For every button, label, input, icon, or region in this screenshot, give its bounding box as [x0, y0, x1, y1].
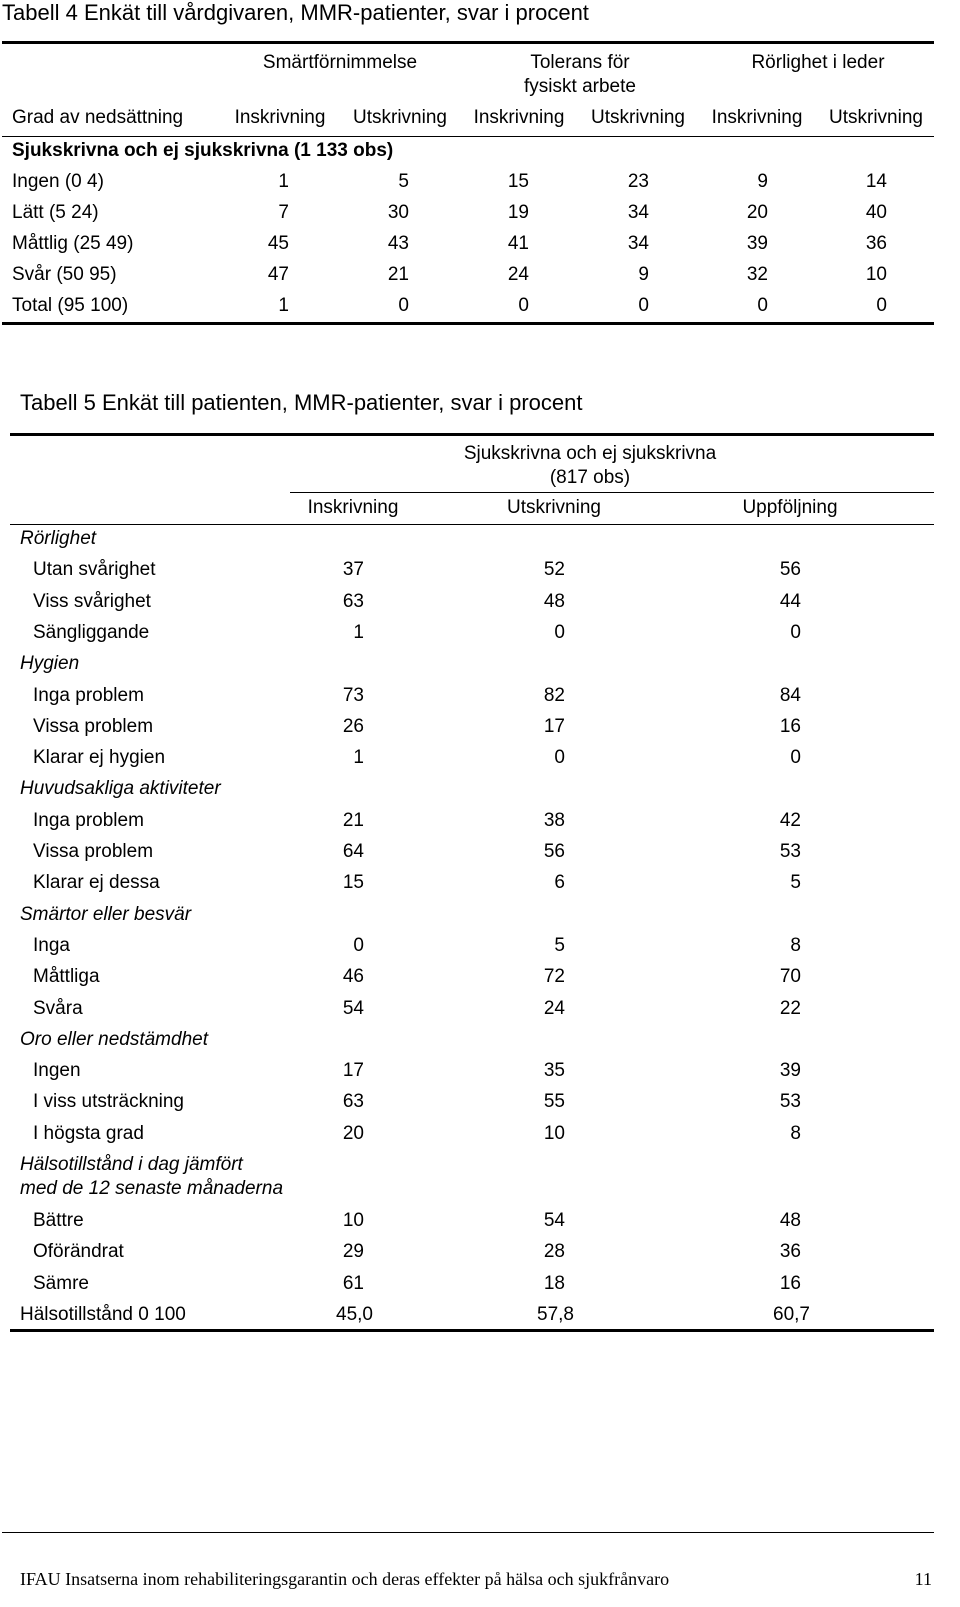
table5-cell: 29 — [342, 1241, 364, 1263]
table5-cell: 38 — [543, 809, 565, 831]
table5-col-header: Inskrivning — [307, 497, 399, 518]
table5-cell: 52 — [543, 559, 565, 581]
table4-cell: 21 — [387, 264, 409, 285]
table4-cell: 1 — [278, 295, 289, 316]
table5-category-label: Oro eller nedstämdhet — [20, 1028, 208, 1050]
table5-cell: 55 — [543, 1091, 565, 1113]
table4-cell: 0 — [757, 295, 768, 316]
table4-cell: 47 — [267, 264, 289, 285]
table5-row-label: Inga — [33, 934, 70, 956]
table5-cell: 0 — [790, 747, 801, 769]
table5-cell: 56 — [779, 559, 801, 581]
table5-cell: 82 — [543, 684, 565, 706]
table4-bottom-rule — [2, 322, 934, 325]
table5-cell: 5 — [554, 934, 565, 956]
table5-row-label: Svåra — [33, 997, 83, 1019]
table5-total-label: Hälsotillstånd 0 100 — [20, 1303, 186, 1325]
table5-cell: 15 — [342, 872, 364, 894]
table4-cell: 5 — [398, 171, 409, 192]
table5-cell: 0 — [554, 747, 565, 769]
group-header-tolerance-line1: Tolerans för — [530, 52, 630, 73]
table4-row-label: Lätt (5 24) — [12, 202, 99, 223]
table5-total-cell: 45,0 — [336, 1303, 373, 1325]
table4-col-header: Utskrivning — [829, 107, 923, 128]
table5-cell: 0 — [554, 621, 565, 643]
table5-bottom-rule — [10, 1329, 934, 1332]
table5-category-label-line2: med de 12 senaste månaderna — [20, 1178, 284, 1199]
table4-cell: 32 — [746, 264, 768, 285]
table5-row-label: Viss svårighet — [33, 590, 151, 612]
table4-cell: 39 — [746, 233, 768, 254]
table5-cell: 48 — [543, 590, 565, 612]
table5-col-header: Utskrivning — [507, 497, 601, 518]
table5-category-label: Rörlighet — [20, 528, 97, 549]
table5-cell: 20 — [342, 1122, 364, 1144]
table5-cell: 54 — [543, 1210, 565, 1231]
table5-cell: 24 — [543, 997, 565, 1019]
table5-cell: 35 — [543, 1060, 565, 1082]
table5-cell: 0 — [353, 934, 364, 956]
table5-row-label: I högsta grad — [33, 1122, 144, 1144]
table5-cell: 10 — [342, 1210, 364, 1231]
table5-cell: 44 — [779, 590, 801, 612]
table4-cell: 19 — [507, 202, 529, 223]
table5-cell: 0 — [790, 621, 801, 643]
table5-row-label: Inga problem — [33, 809, 144, 831]
table5-top-rule — [10, 433, 934, 436]
table5-cell: 8 — [790, 934, 801, 956]
table5-cell: 6 — [554, 872, 565, 894]
table5-cell: 22 — [779, 997, 801, 1019]
table5-row-label: Måttliga — [33, 966, 100, 988]
table4-cell: 7 — [278, 202, 289, 223]
table4-cell: 14 — [865, 171, 887, 192]
table5-cell: 36 — [779, 1241, 801, 1263]
table4-col-header: Utskrivning — [591, 107, 685, 128]
group-header-pain: Smärtförnimmelse — [262, 52, 418, 73]
table4-cell: 30 — [387, 202, 409, 223]
table4-cell: 43 — [387, 233, 409, 254]
table5-cell: 63 — [342, 1091, 364, 1113]
table5-row-label: Inga problem — [33, 684, 144, 706]
table5-row-label: Klarar ej hygien — [33, 747, 166, 769]
table5-cell: 17 — [543, 715, 565, 737]
table5-cell: 21 — [342, 809, 364, 831]
table5-row-label: I viss utsträckning — [33, 1091, 184, 1113]
table5-row-label: Bättre — [33, 1210, 84, 1231]
table4-cell: 40 — [865, 202, 887, 223]
table4-cell: 9 — [638, 264, 649, 285]
table5-cell: 28 — [543, 1241, 565, 1263]
table5-category-label: Hälsotillstånd i dag jämfört — [20, 1154, 243, 1175]
group-header-tolerance-line2: fysiskt arbete — [524, 76, 636, 97]
table4-col-header: Inskrivning — [711, 107, 803, 128]
group-header-mobility: Rörlighet i leder — [751, 52, 885, 73]
table5-cell: 5 — [790, 872, 801, 894]
table4-cell: 10 — [865, 264, 887, 285]
table5-cell: 84 — [779, 684, 801, 706]
table5-cell: 42 — [779, 809, 801, 831]
table5-cell: 72 — [543, 966, 565, 988]
table5-cell: 73 — [342, 684, 364, 706]
table4-cell: 34 — [627, 233, 649, 254]
table5-cell: 17 — [342, 1060, 364, 1082]
table4-cell: 0 — [876, 295, 887, 316]
table5-header-underline — [10, 524, 934, 525]
table4-section-heading: Sjukskrivna och ej sjukskrivna (1 133 obs) — [12, 140, 394, 161]
table5-row-label: Utan svårighet — [33, 559, 156, 581]
table5-cell: 48 — [779, 1210, 801, 1231]
table4-cell: 41 — [507, 233, 529, 254]
table5-row-label: Vissa problem — [33, 715, 154, 737]
table4-cell: 20 — [746, 202, 768, 223]
table4-top-rule — [2, 41, 934, 44]
table5-row-label: Sämre — [33, 1272, 89, 1294]
table4-cell: 0 — [518, 295, 529, 316]
table4-row-label: Svår (50 95) — [12, 264, 117, 285]
table4-col-header: Utskrivning — [353, 107, 447, 128]
table4-cell: 23 — [627, 171, 649, 192]
table5-row-label: Sängliggande — [33, 621, 150, 643]
table4-cell: 45 — [267, 233, 289, 254]
footer-text: IFAU Insatserna inom rehabiliteringsgarantin och deras effekter på hälsa och sjukfrånvaro — [20, 1569, 670, 1589]
table5-category-label: Hygien — [20, 653, 80, 675]
table5-row-label: Vissa problem — [33, 841, 154, 862]
table5-cell: 63 — [342, 590, 364, 612]
table5-row-label: Klarar ej dessa — [33, 872, 160, 894]
table4-cell: 0 — [638, 295, 649, 316]
table5-cell: 53 — [779, 1091, 801, 1113]
table4-col-header: Inskrivning — [234, 107, 326, 128]
table5-category-label: Smärtor eller besvär — [20, 903, 192, 925]
table5-cell: 16 — [779, 715, 801, 737]
table5-cell: 1 — [353, 621, 364, 643]
table5-cell: 61 — [342, 1272, 364, 1294]
footer-rule — [2, 1532, 934, 1533]
table5-cell: 18 — [543, 1272, 565, 1294]
table5-total-cell: 57,8 — [537, 1303, 574, 1325]
table5-cell: 16 — [779, 1272, 801, 1294]
table4-row-label: Måttlig (25 49) — [12, 233, 134, 254]
table4-col-header: Inskrivning — [473, 107, 565, 128]
table4-cell: 0 — [398, 295, 409, 316]
table5-total-cell: 60,7 — [773, 1303, 810, 1325]
table5-cell: 37 — [342, 559, 364, 581]
table4-title: Tabell 4 Enkät till vårdgivaren, MMR-patienter, svar i procent — [2, 0, 589, 25]
table5-cell: 64 — [342, 841, 364, 862]
table5-group-underline — [290, 492, 934, 493]
table5-group-line1: Sjukskrivna och ej sjukskrivna — [463, 443, 717, 464]
page-number: 11 — [914, 1569, 932, 1589]
table4-row-label: Ingen (0 4) — [12, 171, 104, 192]
table5-group-line2: (817 obs) — [549, 467, 631, 488]
table5-cell: 70 — [779, 966, 801, 988]
table5-cell: 46 — [342, 966, 364, 988]
table4-cell: 36 — [865, 233, 887, 254]
table5-category-label: Huvudsakliga aktiviteter — [20, 778, 221, 800]
table5-cell: 56 — [543, 841, 565, 862]
table5-col-header: Uppföljning — [742, 497, 838, 518]
table5-cell: 54 — [342, 997, 364, 1019]
table5-cell: 39 — [779, 1060, 801, 1082]
table5-row-label: Ingen — [33, 1060, 81, 1082]
table4-cell: 34 — [627, 202, 649, 223]
table4-header-underline — [2, 136, 934, 137]
table5-cell: 10 — [543, 1122, 565, 1144]
table5-row-label: Oförändrat — [33, 1241, 124, 1263]
table4-row-label: Total (95 100) — [12, 295, 129, 316]
table5-title: Tabell 5 Enkät till patienten, MMR-patienter, svar i procent — [20, 390, 583, 415]
table4-cell: 1 — [278, 171, 289, 192]
table4-cell: 24 — [507, 264, 529, 285]
table5-cell: 26 — [342, 715, 364, 737]
table4-cell: 15 — [507, 171, 529, 192]
table5-cell: 8 — [790, 1122, 801, 1144]
row-header: Grad av nedsättning — [12, 107, 184, 128]
table5-cell: 1 — [353, 747, 364, 769]
table4-cell: 9 — [757, 171, 768, 192]
table5-cell: 53 — [779, 841, 801, 862]
